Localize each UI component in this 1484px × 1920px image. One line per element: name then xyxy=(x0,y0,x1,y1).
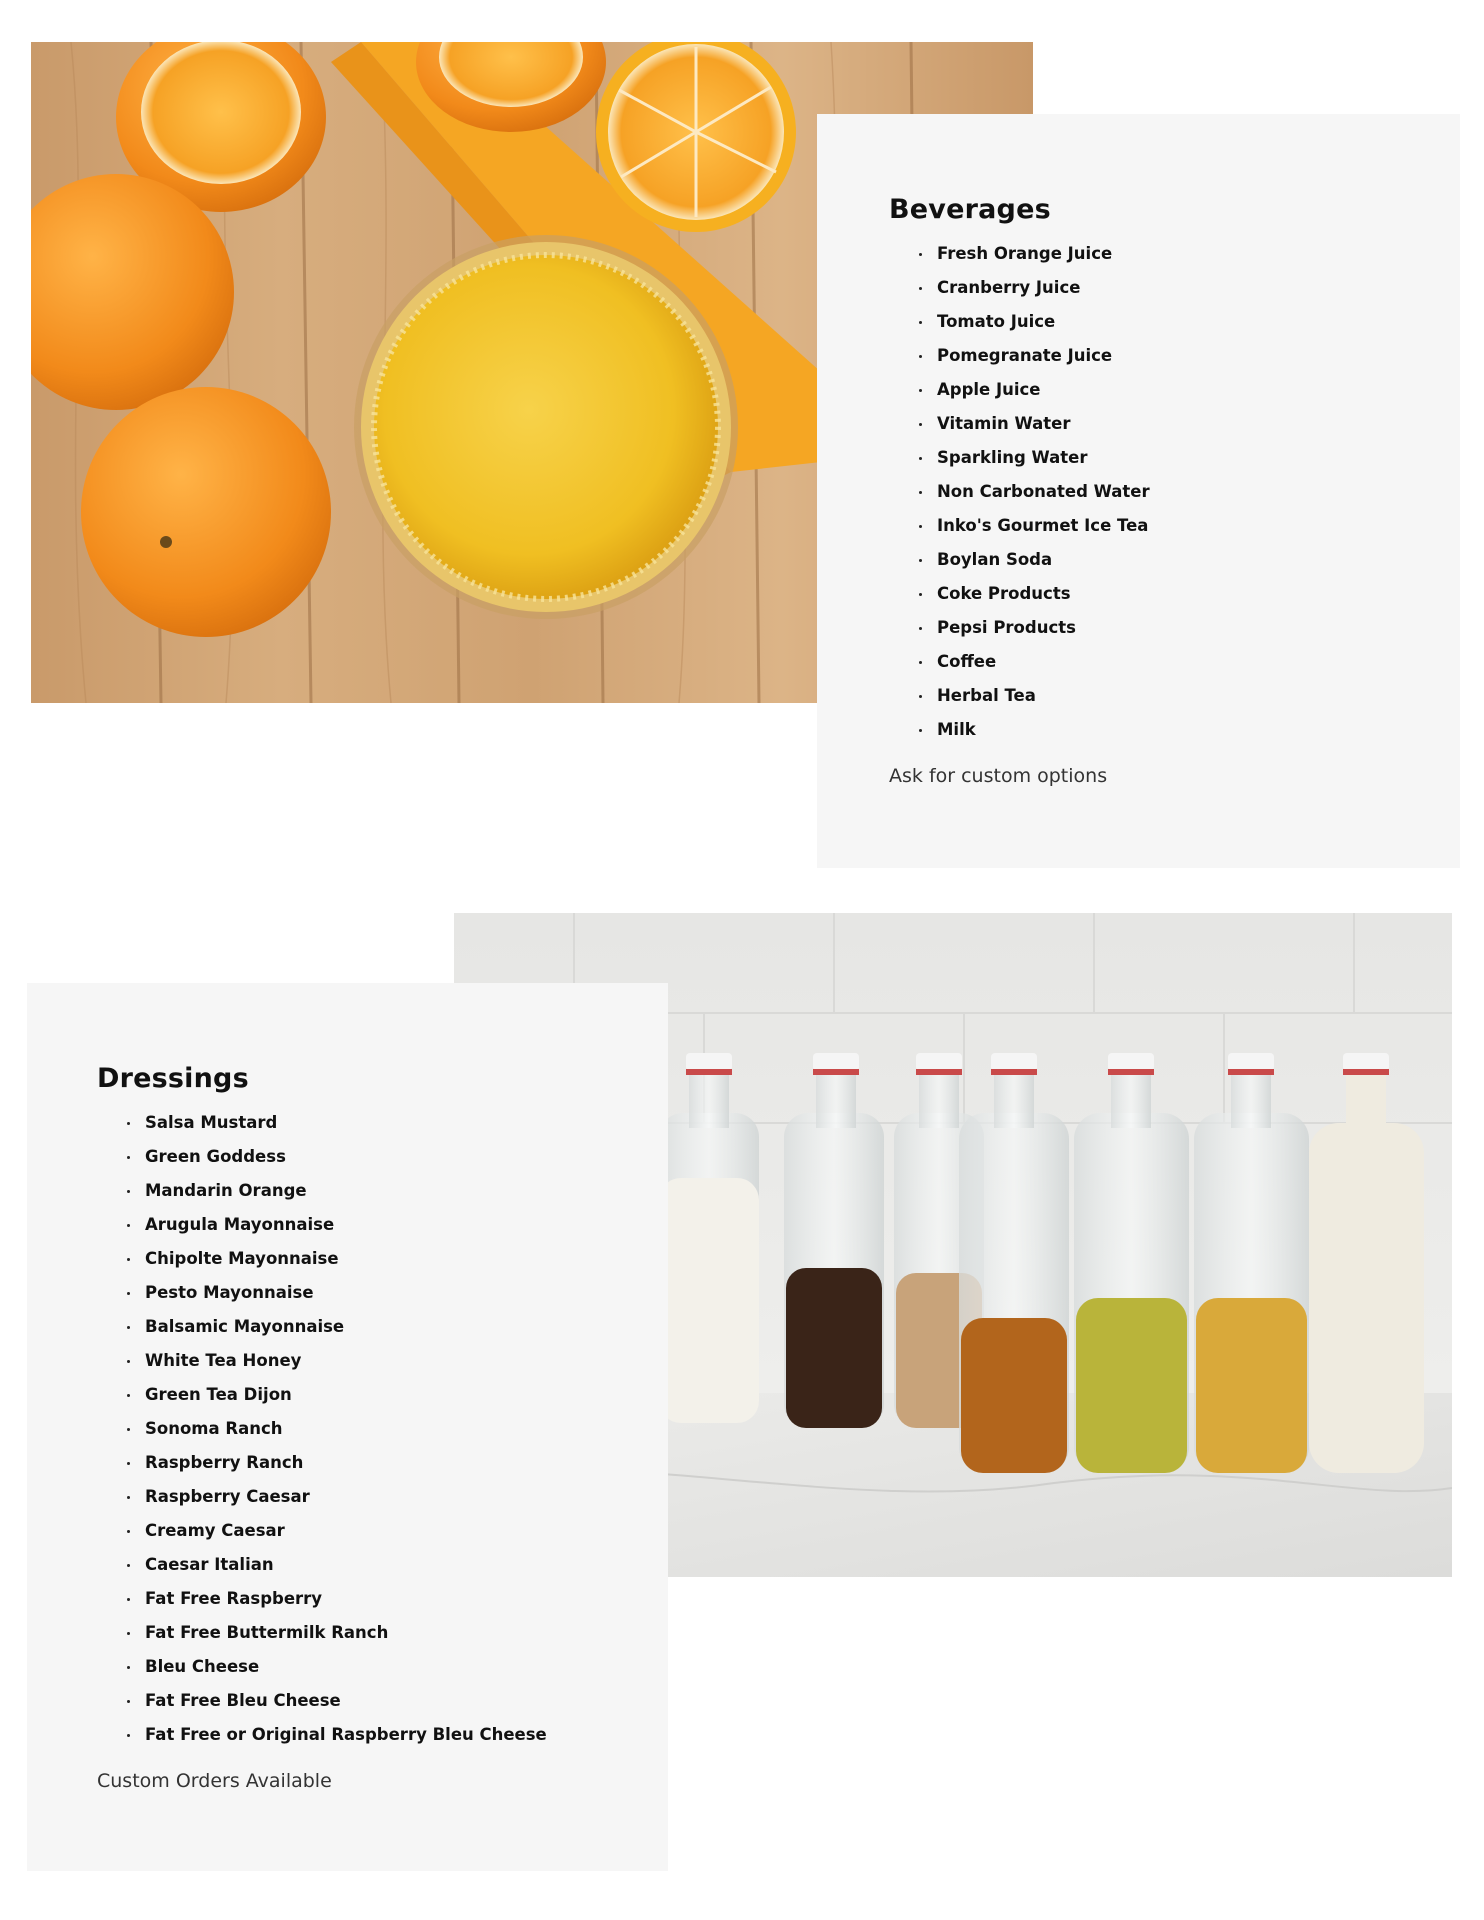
list-item: Fresh Orange Juice xyxy=(919,237,1460,271)
list-item: Green Goddess xyxy=(127,1140,668,1174)
list-item: Caesar Italian xyxy=(127,1548,668,1582)
list-item: Coke Products xyxy=(919,577,1460,611)
dressings-list xyxy=(97,1106,668,1752)
list-item: Tomato Juice xyxy=(919,305,1460,339)
list-item: Fat Free or Original Raspberry Bleu Cheese xyxy=(127,1718,668,1752)
list-item: Mandarin Orange xyxy=(127,1174,668,1208)
list-item: Salsa Mustard xyxy=(127,1106,668,1140)
list-item: Boylan Soda xyxy=(919,543,1460,577)
list-item: Raspberry Ranch xyxy=(127,1446,668,1480)
list-item: Arugula Mayonnaise xyxy=(127,1208,668,1242)
list-item: Pesto Mayonnaise xyxy=(127,1276,668,1310)
list-item: Vitamin Water xyxy=(919,407,1460,441)
list-item: Milk xyxy=(919,713,1460,747)
list-item: Coffee xyxy=(919,645,1460,679)
list-item: Fat Free Buttermilk Ranch xyxy=(127,1616,668,1650)
list-item: Chipolte Mayonnaise xyxy=(127,1242,668,1276)
list-item: White Tea Honey xyxy=(127,1344,668,1378)
list-item: Sparkling Water xyxy=(919,441,1460,475)
list-item: Balsamic Mayonnaise xyxy=(127,1310,668,1344)
list-item: Bleu Cheese xyxy=(127,1650,668,1684)
list-item: Creamy Caesar xyxy=(127,1514,668,1548)
list-item: Cranberry Juice xyxy=(919,271,1460,305)
beverages-heading: Beverages xyxy=(889,194,1051,225)
beverages-note: Ask for custom options xyxy=(889,765,1108,787)
list-item: Raspberry Caesar xyxy=(127,1480,668,1514)
list-item: Fat Free Raspberry xyxy=(127,1582,668,1616)
list-item: Non Carbonated Water xyxy=(919,475,1460,509)
dressings-heading: Dressings xyxy=(97,1063,249,1094)
list-item: Apple Juice xyxy=(919,373,1460,407)
dressings-menu-card xyxy=(27,983,668,1871)
list-item: Green Tea Dijon xyxy=(127,1378,668,1412)
beverages-list xyxy=(889,237,1460,747)
list-item: Herbal Tea xyxy=(919,679,1460,713)
list-item: Fat Free Bleu Cheese xyxy=(127,1684,668,1718)
list-item: Pomegranate Juice xyxy=(919,339,1460,373)
beverages-menu-card xyxy=(817,114,1460,868)
list-item: Sonoma Ranch xyxy=(127,1412,668,1446)
list-item: Inko's Gourmet Ice Tea xyxy=(919,509,1460,543)
dressings-note: Custom Orders Available xyxy=(97,1770,332,1792)
list-item: Pepsi Products xyxy=(919,611,1460,645)
